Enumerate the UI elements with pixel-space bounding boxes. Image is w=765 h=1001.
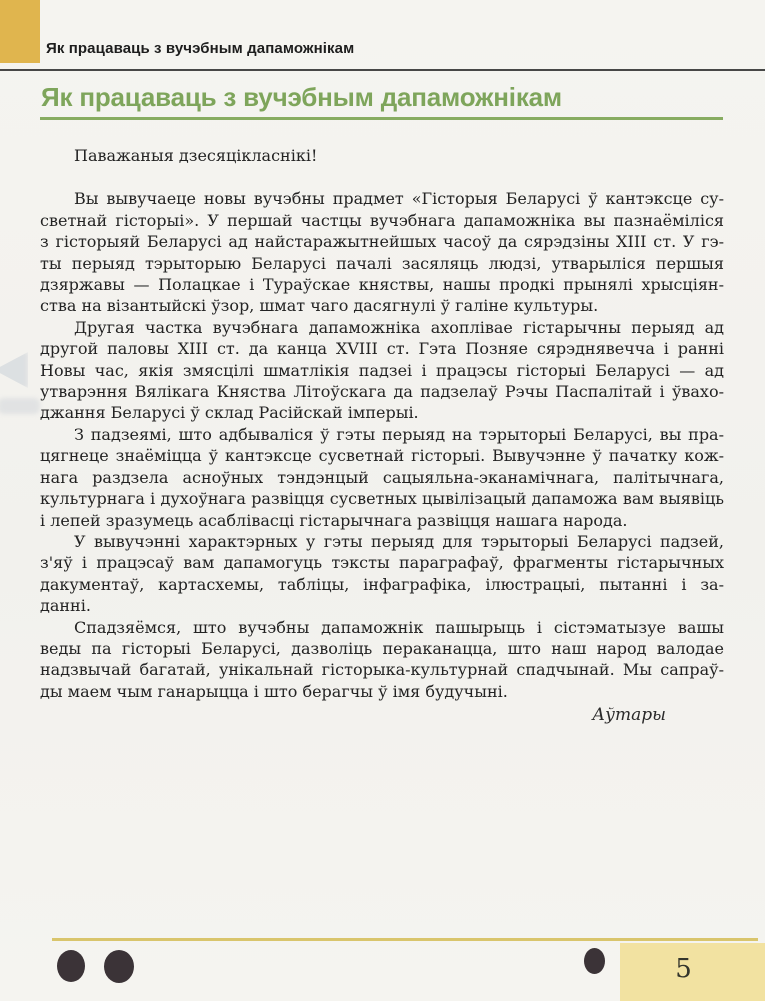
text-line: ты перыяд тэрыторыю Беларусі пачалі засяляць людзі, утварыліся першыя [40,253,724,273]
text-line: светнай гісторыі». У першай частцы вучэбнага дапаможніка вы пазнаёміліся [40,210,724,230]
text-line: нага раздзела асноўных тэндэнцый сацыяльна-эканамічнага, палітычнага, [40,467,724,487]
body-text-block [40,145,724,727]
text-line: Другая частка вучэбнага дапаможніка ахоплівае гістарычны перыяд ад [74,317,724,337]
text-line: і лепей зразумець асаблівасці гістарычнага развіцця нашага народа. [40,510,628,530]
title-underline [40,117,723,120]
footer-rule [52,938,758,941]
paragraph-1 [40,188,724,316]
text-line: цягнеце знаёміцца ў кантэксце сусветнай гісторыі. Вывучэнне ў пачатку кож- [40,446,724,466]
footer-dot [104,950,134,983]
text-line: Спадзяёмся, што вучэбны дапаможнік пашырыць і сістэматызуе вашы [74,617,724,637]
running-header: Як працаваць з вучэбным дапаможнікам [46,40,355,57]
text-line: У вывучэнні характэрных у гэты перыяд для тэрыторыі Беларусі падзей, [74,531,724,551]
text-line: З падзеямі, што адбываліся ў гэты перыяд на тэрыторыі Беларусі, вы пра- [74,424,724,444]
text-line: данні. [40,596,91,616]
text-line: ды маем чым ганарыцца і што берагчы ў імя будучыні. [40,681,508,701]
text-line: з гісторыяй Беларусі ад найстаражытнейшых часоў да сярэдзіны XIII ст. У гэ- [40,232,724,252]
chapter-title: Як працаваць з вучэбным дапаможнікам [41,82,562,112]
paragraph-5 [40,617,724,703]
greeting-line: Паважаныя дзесяцікласнікі! [74,146,318,165]
authors-signature: Аўтары [592,705,666,726]
text-line: утварэння Вялікага Княства Літоўскага да падзелаў Рэчы Паспалітай і ўвахо- [40,382,724,402]
footer-dot [57,950,85,982]
paragraph-3 [40,424,724,531]
footer-dot [584,948,605,974]
paragraph-4 [40,531,724,617]
page-bleed-ghost [0,352,28,388]
text-line: Новы час, якія змясцілі шматлікія падзеі і працэсы гісторыі Беларусі — ад [40,360,724,380]
text-line: джання Беларусі ў склад Расійскай імперыі. [40,403,419,423]
text-line: другой паловы XIII ст. да канца XVIII ст. Гэта Позняе сярэднявечча і ранні [40,339,724,359]
page-bleed-ghost [0,398,40,414]
header-rule [0,69,765,71]
text-line: надзвычай багатай, унікальнай гісторыка-культурнай спадчынай. Мы сапраў- [40,660,724,680]
corner-accent-block [0,0,40,63]
page-number-box [620,943,765,1001]
text-line: культурнага і духоўнага развіцця сусветных цывілізацый дапаможа вам выявіць [40,489,724,509]
text-line: веды па гісторыі Беларусі, дазволіць пераканацца, што наш народ валодае [40,638,724,658]
text-line: ства на візантыйскі ўзор, шмат чаго дасягнулі ў галіне культуры. [40,296,599,316]
page-number: 5 [675,954,692,984]
text-line: дзяржавы — Полацкае і Тураўскае княствы, нашы продкі прынялі хрысціян- [40,275,724,295]
paragraph-2 [40,317,724,424]
text-line: з'яў і працэсаў вам дапамогуць тэксты параграфаў, фрагменты гістарычных [40,553,724,573]
text-line: дакументаў, картасхемы, табліцы, інфаграфіка, ілюстрацыі, пытанні і за- [40,574,724,594]
text-line: Вы вывучаеце новы вучэбны прадмет «Гісторыя Беларусі ў кантэксце су- [74,189,724,209]
